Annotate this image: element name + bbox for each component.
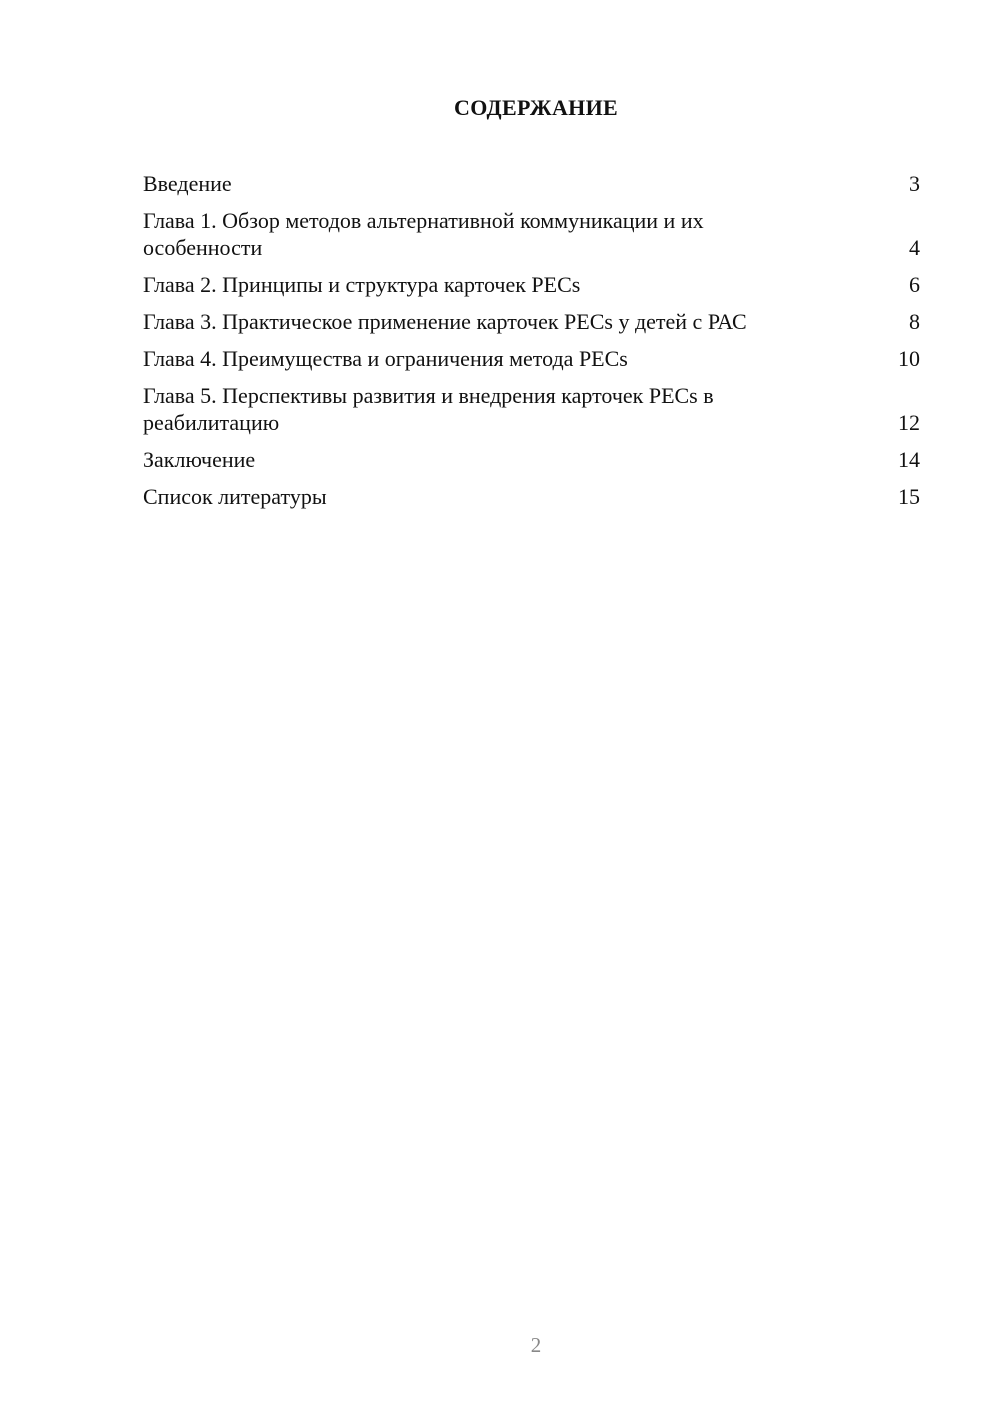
toc-entry-page: 10 [898, 346, 920, 371]
toc-entry-page: 15 [898, 484, 920, 509]
toc-entry-references [143, 483, 920, 510]
toc-entry-chapter-4 [143, 345, 920, 372]
toc-entry-text: Глава 2. Принципы и структура карточек PECs [143, 272, 581, 297]
toc-entry-introduction [143, 170, 920, 197]
toc-entry-text: Список литературы [143, 484, 327, 509]
toc-entry-page: 6 [909, 272, 920, 297]
page-number: 2 [530, 1333, 542, 1357]
toc-entry-page: 8 [909, 309, 920, 334]
toc-entry-conclusion [143, 446, 920, 473]
toc-entry-chapter-2 [143, 271, 920, 298]
table-of-contents [143, 170, 920, 520]
toc-entry-page: 4 [909, 235, 920, 260]
toc-entry-text: Глава 3. Практическое применение карточек PECs у детей с РАС [143, 309, 747, 334]
toc-entry-chapter-1 [143, 207, 920, 261]
toc-entry-text: Глава 5. Перспективы развития и внедрения карточек PECs в реабилитацию [143, 383, 714, 435]
toc-entry-text: Глава 1. Обзор методов альтернативной коммуникации и их особенности [143, 208, 704, 260]
toc-entry-text: Введение [143, 171, 232, 196]
toc-entry-page: 3 [909, 171, 920, 196]
toc-entry-text: Заключение [143, 447, 256, 472]
toc-entry-chapter-5 [143, 382, 920, 436]
toc-entry-page: 14 [898, 447, 920, 472]
toc-entry-page: 12 [898, 410, 920, 435]
toc-entry-text: Глава 4. Преимущества и ограничения метода PECs [143, 346, 628, 371]
toc-title: СОДЕРЖАНИЕ [454, 95, 618, 120]
toc-entry-chapter-3 [143, 308, 920, 335]
